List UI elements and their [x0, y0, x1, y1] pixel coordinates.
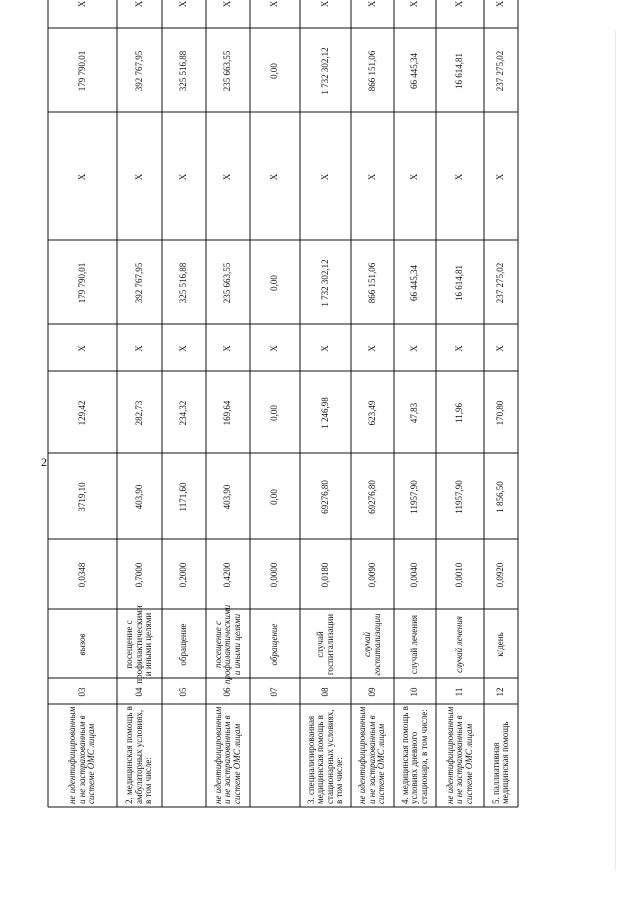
table-cell-c2: X — [269, 173, 280, 181]
table-cell-c3: X — [76, 0, 87, 8]
table-cell-per-capita: 234,32 — [178, 400, 189, 426]
table-cell-code: 05 — [178, 687, 189, 697]
table-cell-c3: X — [495, 0, 506, 8]
table-cell-code: 08 — [319, 687, 330, 697]
table-cell-total: 1 732 302,12 — [319, 259, 330, 307]
table-cell-code: 10 — [409, 687, 420, 697]
table-cell-per-capita: 47,83 — [409, 402, 420, 424]
table-cell-cost: 403,90 — [133, 484, 144, 510]
table-cell-total2: 179 790,01 — [76, 50, 87, 92]
table-cell-c2: X — [222, 173, 233, 181]
table-cell-norm: 0,0090 — [366, 562, 377, 588]
table-cell-unit: случай госпитализации — [362, 613, 382, 676]
table-cell-c3: X — [409, 0, 420, 8]
table-cell-c1: X — [222, 345, 233, 352]
table-cell-norm: 0,0180 — [319, 562, 330, 588]
table-cell-c2: X — [319, 173, 330, 181]
table-cell-name: 2. медицинская помощь в амбулаторных условиях, в том числе: — [124, 706, 154, 804]
table-cell-norm: 0,0000 — [269, 562, 280, 588]
table-cell-c2: X — [454, 173, 465, 181]
table-cell-unit: к/день — [495, 632, 506, 657]
table-cell-unit: случай лечения — [409, 614, 420, 675]
table-cell-name: не идентифицированным и не застрахованным в системе ОМС лицам — [357, 706, 387, 804]
table-cell-cost: 11957,90 — [409, 480, 420, 514]
table-cell-cost: 0,00 — [269, 489, 280, 505]
table-cell-cost: 1171,60 — [178, 482, 189, 512]
table-cell-unit: вызов — [76, 633, 87, 656]
table-cell-code: 07 — [269, 687, 280, 697]
table-cell-cost: 69276,80 — [366, 480, 377, 514]
table-cell-c1: X — [454, 345, 465, 352]
table-cell-unit: обращение — [269, 623, 280, 666]
table-cell-total2: 237 275,02 — [495, 50, 506, 92]
table-cell-total2: 866 151,06 — [366, 50, 377, 92]
table-cell-name: не идентифицированным и не застрахованным в системе ОМС лицам — [67, 706, 97, 804]
page-number: 2 — [41, 455, 47, 469]
table-cell-c2: X — [366, 173, 377, 181]
table-cell-c1: X — [269, 345, 280, 352]
table-cell-total2: 392 767,95 — [133, 50, 144, 92]
table-cell-norm: 0,0348 — [76, 562, 87, 588]
table-cell-c2: X — [133, 173, 144, 181]
table-cell-total: 0,00 — [269, 275, 280, 291]
table-cell-per-capita: 11,96 — [454, 403, 465, 423]
table-cell-c2: X — [76, 173, 87, 181]
table-cell-total2: 0,00 — [269, 63, 280, 79]
table-cell-c1: X — [76, 345, 87, 352]
table-cell-cost: 69276,80 — [319, 480, 330, 514]
table-cell-c2: X — [178, 173, 189, 181]
table-cell-unit: посещение с профилактическими и иными целями — [212, 604, 242, 685]
table-cell-name: не идентифицированным и не застрахованным в системе ОМС лицам — [212, 706, 242, 804]
table-cell-total: 66 445,34 — [409, 265, 420, 301]
table-cell-c3: X — [269, 0, 280, 8]
table-cell-c3: X — [178, 0, 189, 8]
table-cell-norm: 0,0920 — [495, 562, 506, 588]
table-cell-total: 179 790,01 — [76, 262, 87, 304]
table-cell-per-capita: 0,00 — [269, 405, 280, 421]
table-cell-cost: 1 856,50 — [495, 481, 506, 513]
table-cell-per-capita: 282,73 — [133, 400, 144, 426]
table-cell-unit: случай лечения — [454, 616, 465, 673]
table-cell-c1: X — [133, 345, 144, 352]
table-cell-c3: X — [366, 0, 377, 8]
table-cell-total: 325 516,88 — [178, 262, 189, 304]
table-cell-c3: X — [222, 0, 233, 8]
table-cell-total: 866 151,06 — [366, 262, 377, 304]
table-cell-norm: 0,4200 — [222, 562, 233, 588]
table-cell-c2: X — [495, 173, 506, 181]
table-cell-c1: X — [409, 345, 420, 352]
table-cell-per-capita: 169,64 — [222, 400, 233, 426]
table-cell-c3: X — [133, 0, 144, 8]
table-cell-total: 237 275,02 — [495, 262, 506, 304]
table-cell-total2: 16 614,81 — [454, 53, 465, 89]
table-cell-c1: X — [319, 345, 330, 352]
table-cell-total2: 1 732 302,12 — [319, 47, 330, 95]
table-cell-unit: случай госпитализации — [315, 613, 335, 676]
table-cell-code: 09 — [366, 687, 377, 697]
table-cell-c3: X — [454, 0, 465, 8]
table-cell-c1: X — [495, 345, 506, 352]
table-cell-code: 12 — [495, 687, 506, 697]
table-cell-total2: 235 663,55 — [222, 50, 233, 92]
table-cell-norm: 0,2000 — [178, 562, 189, 588]
table-cell-cost: 11957,90 — [454, 480, 465, 514]
table-cell-cost: 403,90 — [222, 484, 233, 510]
table-cell-norm: 0,0010 — [454, 562, 465, 588]
table-cell-per-capita: 170,80 — [495, 400, 506, 426]
table-cell-c3: X — [319, 0, 330, 8]
table-cell-name: не идентифицированным и не застрахованным в системе ОМС лицам — [444, 706, 474, 804]
table-cell-c2: X — [409, 173, 420, 181]
table-cell-norm: 0,0040 — [409, 562, 420, 588]
table-cell-total2: 325 516,88 — [178, 50, 189, 92]
table-cell-code: 06 — [222, 687, 233, 697]
table-cell-total: 16 614,81 — [454, 265, 465, 301]
table-cell-code: 11 — [454, 687, 465, 697]
table-cell-cost: 3719,10 — [76, 482, 87, 512]
table-cell-name: 5. паллиативная медицинская помощь — [490, 721, 510, 804]
table-cell-total2: 66 445,34 — [409, 53, 420, 89]
table-cell-name: 4. медицинская помощь в условиях дневного стационара, в том числе: — [399, 706, 429, 804]
table-cell-norm: 0,7000 — [133, 562, 144, 588]
table-cell-code: 03 — [76, 687, 87, 697]
table-cell-c1: X — [178, 345, 189, 352]
table-cell-total: 392 767,95 — [133, 262, 144, 304]
table-cell-per-capita: 129,42 — [76, 400, 87, 426]
table-cell-unit: обращение — [178, 623, 189, 666]
table-cell-per-capita: 1 246,98 — [319, 397, 330, 429]
table-cell-c1: X — [366, 345, 377, 352]
table-cell-total: 235 663,55 — [222, 262, 233, 304]
table-cell-per-capita: 623,49 — [366, 400, 377, 426]
table-cell-code: 04 — [133, 687, 144, 697]
table-cell-unit: посещение с профилактическими и иными целями — [124, 605, 154, 684]
table-cell-name: 3. специализированная медицинская помощь в стационарных условиях, в том числе: — [305, 709, 344, 804]
